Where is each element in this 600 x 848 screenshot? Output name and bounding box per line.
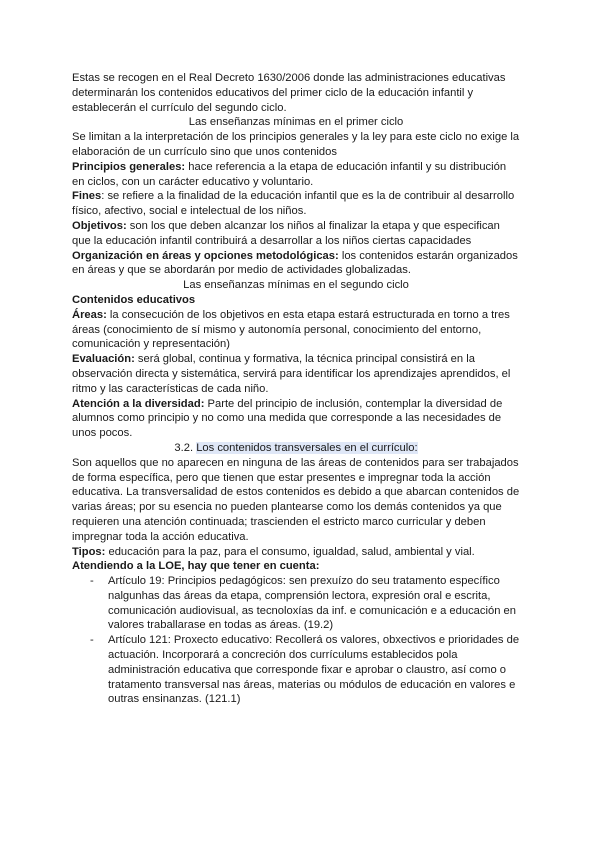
areas-paragraph (72, 308, 520, 352)
principios-paragraph (72, 160, 520, 190)
objetivos-paragraph (72, 219, 520, 249)
tipos-text: educación para la paz, para el consumo, igualdad, salud, ambiental y vial. (105, 545, 475, 558)
list-item: - Artículo 121: Proxecto educativo: Recollerá os valores, obxectivos e prioridades de actuación. Incorporará a concreción dos currículums establecidos pola administración educativa que corresponde fixar e aprobar o claustro, así como o tratamento transversal nas áreas, materias ou módulos de educación en valores e outras ensinanzas. (121.1) (108, 633, 520, 707)
evaluacion-text: será global, continua y formativa, la técnica principal consistirá en la observación directa y sistemática, servirá para identificar los aprendizajes aprendidos, el ritmo y las características de cada niño. (72, 353, 511, 395)
objetivos-label: Objetivos: (72, 219, 127, 232)
contenidos-heading-text: Contenidos educativos (72, 293, 196, 306)
areas-label: Áreas: (72, 308, 107, 321)
organizacion-paragraph (72, 249, 520, 279)
fines-label: Fines (72, 190, 102, 203)
areas-text: la consecución de los objetivos en esta etapa estará estructurada en torno a tres áreas (conocimiento de sí mismo y autonomía personal, conocimiento del entorno, comunicación y representación) (72, 308, 510, 351)
heading-segundo-ciclo: Las enseñanzas mínimas en el segundo ciclo (183, 279, 409, 292)
atencion-label: Atención a la diversidad: (72, 397, 205, 410)
articles-list (72, 574, 520, 707)
section-heading (72, 441, 520, 456)
contenidos-heading (72, 293, 520, 308)
loe-heading-text: Atendiendo a la LOE, hay que tener en cuenta: (72, 560, 320, 573)
atencion-paragraph (72, 397, 520, 441)
section-number: 3.2. (174, 441, 194, 454)
heading-primer-ciclo: Las enseñanzas mínimas en el primer ciclo (188, 116, 404, 129)
fines-text: : se refiere a la finalidad de la educación infantil que es la de contribuir al desarrollo físico, afectivo, social e intelectual de los niños. (72, 190, 515, 218)
transversal-paragraph: Son aquellos que no aparecen en ninguna de las áreas de contenidos para ser trabajados de forma específica, pero que tienen que estar presentes e impregnar toda la acción educativa. La transversalidad de estos contenidos es debido a que abarcan contenidos de varias áreas; por su esencia no pueden plantearse como los demás contenidos ya que requieren una atención continuada; trascienden el estricto marco curricular y deben impregnar toda la acción educativa. (72, 456, 520, 543)
principios-text: hace referencia a la etapa de educación infantil y su distribución en ciclos, con un carácter educativo y voluntario. (72, 160, 507, 188)
evaluacion-paragraph (72, 352, 520, 396)
fines-paragraph (72, 189, 520, 219)
section-title: Los contenidos transversales en el currículo: (196, 441, 418, 454)
principios-label: Principios generales: (72, 160, 186, 173)
atencion-text: Parte del principio de inclusión, contemplar la diversidad de alumnos como principio y no como una medida que corresponde a las necesidades de unos pocos. (72, 397, 503, 440)
list-item: - Artículo 19: Principios pedagógicos: sen prexuízo do seu tratamento específico nalgunhas das áreas da etapa, comprensión lectora, expresión oral e escrita, comunicación audiovisual, as tecnoloxías da inf. e comunicación e a educación en valores traballarase en todas as áreas. (19.2) (108, 574, 520, 633)
evaluacion-label: Evaluación: (72, 353, 135, 366)
objetivos-text: son los que deben alcanzar los niños al finalizar la etapa y que especifican que la educación infantil contribuirá a desarrollar a los niños ciertas capacidades (72, 219, 500, 247)
limit-paragraph: Se limitan a la interpretación de los principios generales y la ley para este ciclo no exige la elaboración de un currículo sino que unos contenidos (72, 131, 520, 158)
organizacion-text: los contenidos estarán organizados en áreas y que se abordarán por medio de actividades globalizadas. (72, 249, 518, 277)
tipos-label: Tipos: (72, 545, 106, 558)
intro-paragraph: Estas se recogen en el Real Decreto 1630/2006 donde las administraciones educativas determinarán los contenidos educativos del primer ciclo de la educación infantil y establecerán el currículo del segundo ciclo. (72, 72, 506, 114)
tipos-paragraph (72, 545, 520, 560)
organizacion-label: Organización en áreas y opciones metodológicas: (72, 249, 339, 262)
loe-heading (72, 559, 520, 574)
